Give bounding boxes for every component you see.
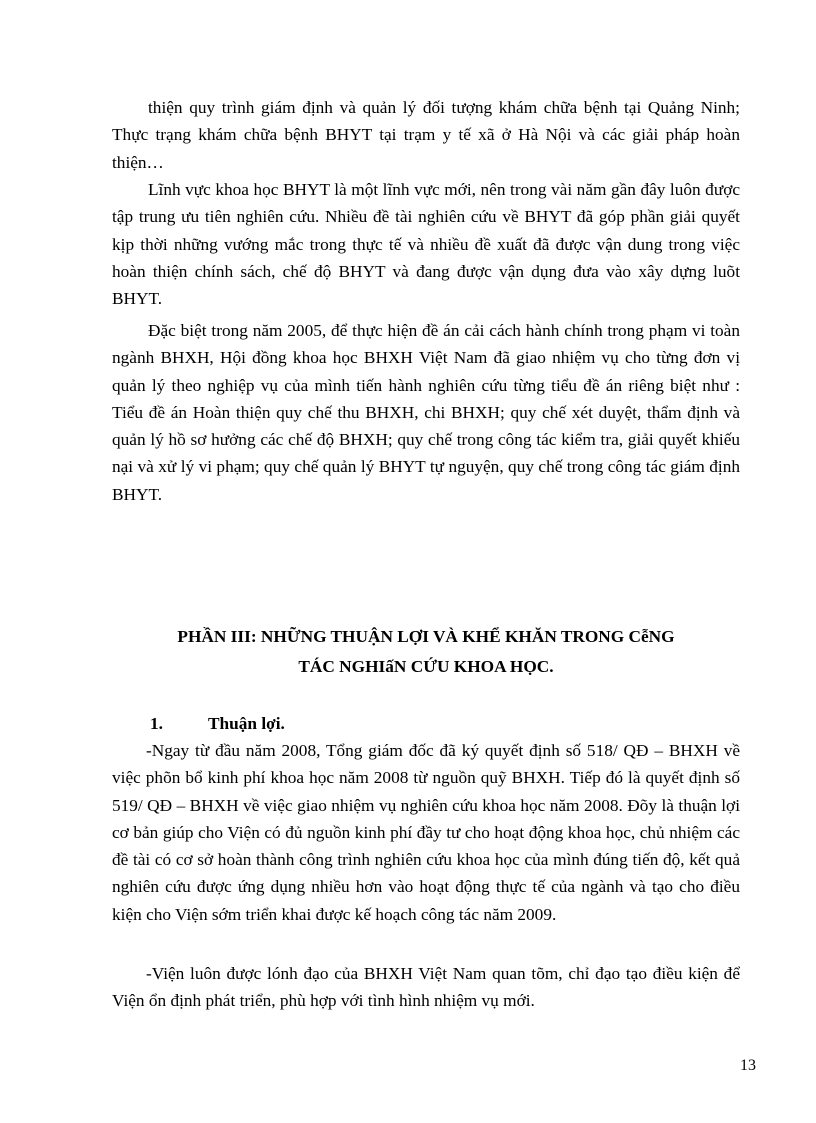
page-number: 13	[740, 1057, 756, 1074]
section-heading-line-1: PHẦN III: NHỮNG THUẬN LỢI VÀ KHỂ KHĂN TRONG CễNG	[177, 627, 675, 646]
body-paragraph-4: -Ngay từ đầu năm 2008, Tổng giám đốc đã ký quyết định số 518/ QĐ – BHXH về việc phõn bổ kinh phí khoa học năm 2008 từ nguồn quỹ BHXH. Tiếp đó là quyết định số 519/ QĐ – BHXH về việc giao nhiệm vụ nghiên cứu khoa học năm 2008. Đõy là thuận lợi cơ bản giúp cho Viện có đủ nguồn kinh phí đầy tư cho hoạt động khoa học, chủ nhiệm các đề tài có cơ sở hoàn thành công trình nghiên cứu khoa học của mình đúng tiến độ, kết quả nghiên cứu được ứng dụng nhiều hơn vào hoạt động thực tế của ngành và tạo cho điều kiện cho Viện sớm triển khai được kế hoạch công tác năm 2009.	[112, 741, 740, 924]
body-paragraph-2: Lĩnh vực khoa học BHYT là một lĩnh vực mới, nên trong vài năm gần đây luôn được tập trung ưu tiên nghiên cứu. Nhiều đề tài nghiên cứu về BHYT đã góp phần giải quyết kịp thời những vướng mắc trong thực tế và nhiều đề xuất đã được vận dung trong việc hoàn thiện chính sách, chế độ BHYT và đang được vận dụng đưa vào xây dựng luõt BHYT.	[112, 180, 740, 309]
section-heading	[112, 622, 740, 682]
section-heading-line-2: TÁC NGHIấN CỨU KHOA HỌC.	[298, 657, 554, 676]
subsection-number: 1.	[150, 714, 163, 733]
body-paragraph-3: Đặc biệt trong năm 2005, để thực hiện đề án cải cách hành chính trong phạm vi toàn ngành BHXH, Hội đồng khoa học BHXH Việt Nam đã giao nhiệm vụ cho từng đơn vị quản lý theo nghiệp vụ của mình tiến hành nghiên cứu từng tiểu đề án riêng biệt như : Tiểu đề án Hoàn thiện quy chế thu BHXH, chi BHXH; quy chế xét duyệt, thẩm định và quản lý hồ sơ hưởng các chế độ BHXH; quy chế trong công tác kiểm tra, giải quyết khiếu nại và xử lý vi phạm; quy chế quản lý BHYT tự nguyện, quy chế trong công tác giám định BHYT.	[112, 321, 740, 504]
body-paragraph-1: thiện quy trình giám định và quản lý đối tượng khám chữa bệnh tại Quảng Ninh; Thực trạng khám chữa bệnh BHYT tại trạm y tế xã ở Hà Nội và các giải pháp hoàn thiện…	[112, 98, 740, 172]
body-paragraph-5: -Viện luôn được lónh đạo của BHXH Việt Nam quan tõm, chỉ đạo tạo điều kiện để Viện ổn định phát triển, phù hợp với tình hình nhiệm vụ mới.	[112, 964, 740, 1011]
subsection-title: Thuận lợi.	[208, 714, 285, 733]
subsection-heading	[150, 710, 285, 737]
